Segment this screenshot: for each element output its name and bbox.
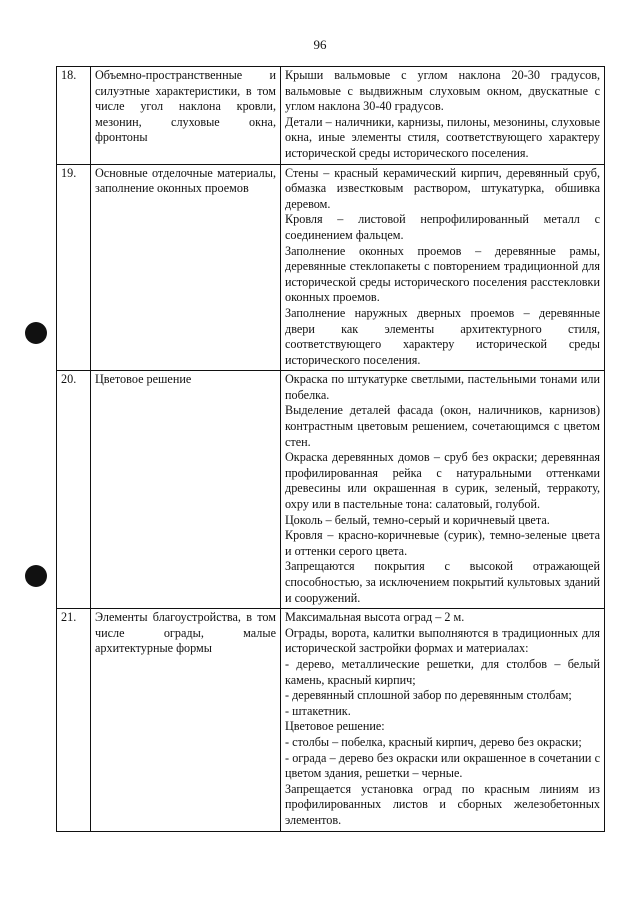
requirement-paragraph: Цоколь – белый, темно-серый и коричневый цвета. [285, 512, 550, 527]
row-requirements [281, 67, 605, 165]
requirement-paragraph: Запрещаются покрытия с высокой отражающей способностью, за исключением покрытий культовых зданий и сооружений. [285, 559, 600, 605]
row-characteristic: Основные отделочные материалы, заполнение оконных проемов [91, 164, 281, 371]
row-requirements [281, 164, 605, 371]
requirements-table [56, 66, 605, 832]
row-number: 19. [57, 164, 91, 371]
table-row [57, 67, 605, 165]
requirement-paragraph: - деревянный сплошной забор по деревянным столбам; [285, 688, 572, 703]
requirement-paragraph: Стены – красный керамический кирпич, деревянный сруб, обмазка известковым раствором, штукатурка, обшивка деревом. [285, 165, 600, 211]
requirement-paragraph: Заполнение наружных дверных проемов – деревянные двери как элементы архитектурного стиля, соответствующего характеру исторической среды исторического поселения. [285, 305, 600, 367]
binder-hole [25, 322, 47, 344]
requirement-paragraph: Окраска по штукатурке светлыми, пастельными тонами или побелка. [285, 372, 600, 402]
requirement-paragraph: Цветовое решение: [285, 719, 385, 734]
row-number: 21. [57, 609, 91, 831]
row-requirements [281, 371, 605, 609]
table-row [57, 164, 605, 371]
row-number: 18. [57, 67, 91, 165]
table-row [57, 609, 605, 831]
requirement-paragraph: Заполнение оконных проемов – деревянные рамы, деревянные стеклопакеты с повторением традиционной для исторической среды исторического поселения расстекловки оконных проемов. [285, 243, 600, 305]
row-characteristic: Объемно-пространственные и силуэтные характеристики, в том числе угол наклона кровли, мезонин, слуховые окна, фронтоны [91, 67, 281, 165]
table-row [57, 371, 605, 609]
requirement-paragraph: - столбы – побелка, красный кирпич, дерево без окраски; [285, 734, 582, 749]
row-characteristic: Элементы благоустройства, в том числе ограды, малые архитектурные формы [91, 609, 281, 831]
requirement-paragraph: - штакетник. [285, 703, 351, 718]
requirement-paragraph: Выделение деталей фасада (окон, наличников, карнизов) контрастным цветовым решением, сочетающимся с цветом стен. [285, 403, 600, 449]
requirement-paragraph: Детали – наличники, карнизы, пилоны, мезонины, слуховые окна, иные элементы стиля, соответствующего характеру исторической среды исторического поселения. [285, 114, 600, 160]
requirement-paragraph: Ограды, ворота, калитки выполняются в традиционных для исторической застройки формах и материалах: [285, 625, 600, 656]
row-requirements [281, 609, 605, 831]
row-characteristic: Цветовое решение [91, 371, 281, 609]
requirement-paragraph: Окраска деревянных домов – сруб без окраски; деревянная профилированная рейка с натуральными оттенками древесины или окрашенная в сурик, зеленый, терракоту, охру или в пастельные тона: салатовый, голубой. [285, 450, 600, 512]
requirement-paragraph: Кровля – красно-коричневые (сурик), темно-зеленые цвета и оттенки серого цвета. [285, 528, 600, 558]
requirement-paragraph: Запрещается установка оград по красным линиям из профилированных листов и сборных железобетонных элементов. [285, 781, 600, 827]
binder-hole [25, 565, 47, 587]
requirement-paragraph: Крыши вальмовые с углом наклона 20-30 градусов, вальмовые с выдвижным слуховым окном, двускатные с углом наклона 30-40 градусов. [285, 68, 600, 114]
requirement-paragraph: Максимальная высота оград – 2 м. [285, 610, 465, 625]
requirement-paragraph: - дерево, металлические решетки, для столбов – белый камень, красный кирпич; [285, 656, 600, 687]
table-body [57, 67, 605, 832]
requirement-paragraph: - ограда – дерево без окраски или окрашенное в сочетании с цветом здания, решетки – черные. [285, 750, 600, 781]
requirement-paragraph: Кровля – листовой непрофилированный металл с соединением фальцем. [285, 212, 600, 242]
page-number: 96 [313, 37, 327, 52]
row-number: 20. [57, 371, 91, 609]
